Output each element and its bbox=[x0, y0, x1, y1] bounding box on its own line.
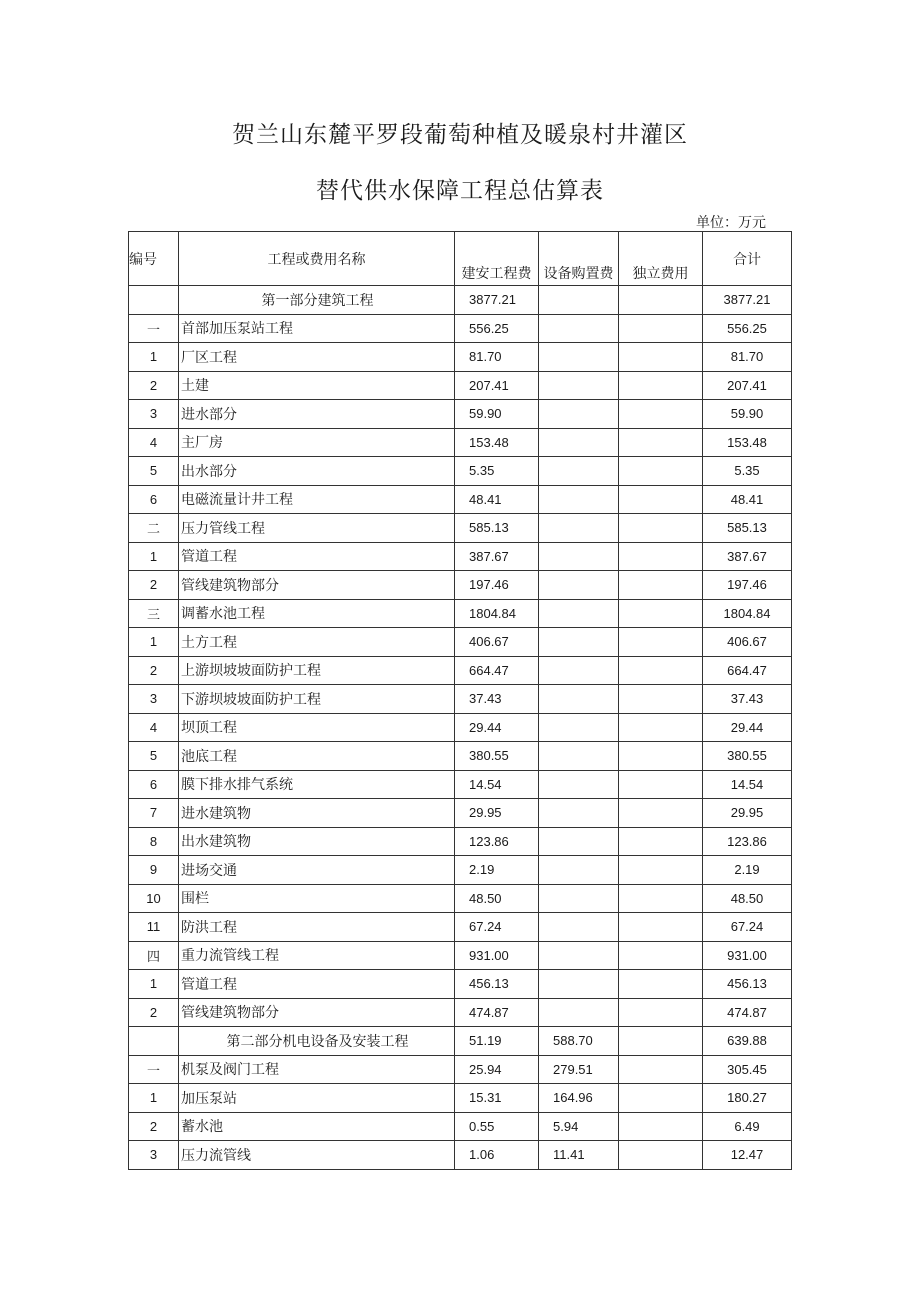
table-row bbox=[129, 542, 792, 571]
row-name: 第二部分机电设备及安装工程 bbox=[179, 1027, 455, 1056]
row-name: 管线建筑物部分 bbox=[179, 571, 455, 600]
row-total: 5.35 bbox=[703, 457, 792, 486]
row-number: 4 bbox=[129, 428, 179, 457]
row-number: 四 bbox=[129, 941, 179, 970]
row-total: 207.41 bbox=[703, 371, 792, 400]
row-number: 三 bbox=[129, 599, 179, 628]
row-equipment-cost bbox=[539, 314, 619, 343]
row-equipment-cost bbox=[539, 457, 619, 486]
row-equipment-cost bbox=[539, 542, 619, 571]
row-total: 48.41 bbox=[703, 485, 792, 514]
table-row bbox=[129, 514, 792, 543]
row-number: 一 bbox=[129, 1055, 179, 1084]
row-equipment-cost bbox=[539, 286, 619, 315]
row-equipment-cost bbox=[539, 371, 619, 400]
row-total: 639.88 bbox=[703, 1027, 792, 1056]
row-total: 664.47 bbox=[703, 656, 792, 685]
table-row bbox=[129, 1141, 792, 1170]
row-equipment-cost: 164.96 bbox=[539, 1084, 619, 1113]
table-row bbox=[129, 685, 792, 714]
table-row bbox=[129, 856, 792, 885]
row-independent-cost bbox=[619, 913, 703, 942]
row-construction-cost: 5.35 bbox=[455, 457, 539, 486]
table-row bbox=[129, 799, 792, 828]
row-number: 8 bbox=[129, 827, 179, 856]
row-construction-cost: 1.06 bbox=[455, 1141, 539, 1170]
row-equipment-cost bbox=[539, 514, 619, 543]
row-construction-cost: 14.54 bbox=[455, 770, 539, 799]
table-row bbox=[129, 1084, 792, 1113]
row-independent-cost bbox=[619, 827, 703, 856]
row-independent-cost bbox=[619, 314, 703, 343]
row-name: 第一部分建筑工程 bbox=[179, 286, 455, 315]
row-total: 931.00 bbox=[703, 941, 792, 970]
row-equipment-cost bbox=[539, 998, 619, 1027]
row-construction-cost: 123.86 bbox=[455, 827, 539, 856]
row-independent-cost bbox=[619, 770, 703, 799]
table-row bbox=[129, 913, 792, 942]
table-row bbox=[129, 599, 792, 628]
row-equipment-cost bbox=[539, 742, 619, 771]
header-construction: 建安工程费 bbox=[455, 232, 539, 286]
row-independent-cost bbox=[619, 970, 703, 999]
row-equipment-cost bbox=[539, 343, 619, 372]
row-name: 土方工程 bbox=[179, 628, 455, 657]
table-row bbox=[129, 827, 792, 856]
row-name: 加压泵站 bbox=[179, 1084, 455, 1113]
row-equipment-cost bbox=[539, 827, 619, 856]
row-total: 37.43 bbox=[703, 685, 792, 714]
row-total: 81.70 bbox=[703, 343, 792, 372]
header-independent: 独立费用 bbox=[619, 232, 703, 286]
row-independent-cost bbox=[619, 1112, 703, 1141]
row-independent-cost bbox=[619, 685, 703, 714]
row-independent-cost bbox=[619, 286, 703, 315]
row-total: 380.55 bbox=[703, 742, 792, 771]
row-total: 305.45 bbox=[703, 1055, 792, 1084]
row-number: 7 bbox=[129, 799, 179, 828]
row-number: 2 bbox=[129, 998, 179, 1027]
row-number: 3 bbox=[129, 685, 179, 714]
row-number: 2 bbox=[129, 371, 179, 400]
row-construction-cost: 380.55 bbox=[455, 742, 539, 771]
row-independent-cost bbox=[619, 428, 703, 457]
row-number: 3 bbox=[129, 1141, 179, 1170]
row-name: 下游坝坡坡面防护工程 bbox=[179, 685, 455, 714]
row-equipment-cost bbox=[539, 656, 619, 685]
row-number: 1 bbox=[129, 970, 179, 999]
row-total: 153.48 bbox=[703, 428, 792, 457]
table-row bbox=[129, 628, 792, 657]
section-row bbox=[129, 1027, 792, 1056]
row-independent-cost bbox=[619, 713, 703, 742]
section-row bbox=[129, 286, 792, 315]
row-equipment-cost bbox=[539, 913, 619, 942]
row-name: 防洪工程 bbox=[179, 913, 455, 942]
row-equipment-cost: 11.41 bbox=[539, 1141, 619, 1170]
row-total: 180.27 bbox=[703, 1084, 792, 1113]
row-construction-cost: 3877.21 bbox=[455, 286, 539, 315]
table-header-row bbox=[129, 232, 792, 286]
row-independent-cost bbox=[619, 400, 703, 429]
row-total: 197.46 bbox=[703, 571, 792, 600]
row-equipment-cost bbox=[539, 685, 619, 714]
unit-label: 单位：万元 bbox=[696, 215, 766, 231]
table-row bbox=[129, 457, 792, 486]
table-row bbox=[129, 742, 792, 771]
row-total: 6.49 bbox=[703, 1112, 792, 1141]
row-name: 首部加压泵站工程 bbox=[179, 314, 455, 343]
row-number: 11 bbox=[129, 913, 179, 942]
row-number: 6 bbox=[129, 485, 179, 514]
row-total: 3877.21 bbox=[703, 286, 792, 315]
row-construction-cost: 15.31 bbox=[455, 1084, 539, 1113]
row-number: 6 bbox=[129, 770, 179, 799]
table-row bbox=[129, 770, 792, 799]
row-number: 9 bbox=[129, 856, 179, 885]
row-construction-cost: 81.70 bbox=[455, 343, 539, 372]
row-number: 5 bbox=[129, 742, 179, 771]
row-equipment-cost bbox=[539, 400, 619, 429]
row-number: 一 bbox=[129, 314, 179, 343]
table-row bbox=[129, 713, 792, 742]
row-independent-cost bbox=[619, 941, 703, 970]
table-row bbox=[129, 571, 792, 600]
header-equipment: 设备购置费 bbox=[539, 232, 619, 286]
row-independent-cost bbox=[619, 1027, 703, 1056]
row-equipment-cost bbox=[539, 856, 619, 885]
row-total: 67.24 bbox=[703, 913, 792, 942]
row-construction-cost: 25.94 bbox=[455, 1055, 539, 1084]
header-name: 工程或费用名称 bbox=[179, 232, 455, 286]
row-construction-cost: 48.41 bbox=[455, 485, 539, 514]
row-number: 3 bbox=[129, 400, 179, 429]
row-name: 围栏 bbox=[179, 884, 455, 913]
row-name: 膜下排水排气系统 bbox=[179, 770, 455, 799]
row-name: 调蓄水池工程 bbox=[179, 599, 455, 628]
row-independent-cost bbox=[619, 599, 703, 628]
row-name: 土建 bbox=[179, 371, 455, 400]
row-name: 管道工程 bbox=[179, 970, 455, 999]
table-row bbox=[129, 485, 792, 514]
row-name: 蓄水池 bbox=[179, 1112, 455, 1141]
row-equipment-cost bbox=[539, 485, 619, 514]
table-row bbox=[129, 400, 792, 429]
row-independent-cost bbox=[619, 1055, 703, 1084]
row-equipment-cost bbox=[539, 770, 619, 799]
row-construction-cost: 585.13 bbox=[455, 514, 539, 543]
row-name: 进场交通 bbox=[179, 856, 455, 885]
row-number bbox=[129, 286, 179, 315]
row-total: 585.13 bbox=[703, 514, 792, 543]
row-construction-cost: 48.50 bbox=[455, 884, 539, 913]
row-construction-cost: 406.67 bbox=[455, 628, 539, 657]
row-equipment-cost bbox=[539, 571, 619, 600]
row-independent-cost bbox=[619, 856, 703, 885]
row-construction-cost: 664.47 bbox=[455, 656, 539, 685]
row-number: 1 bbox=[129, 542, 179, 571]
table-row bbox=[129, 343, 792, 372]
row-independent-cost bbox=[619, 742, 703, 771]
header-no: 编号 bbox=[129, 232, 179, 286]
row-independent-cost bbox=[619, 457, 703, 486]
row-number: 1 bbox=[129, 343, 179, 372]
row-name: 主厂房 bbox=[179, 428, 455, 457]
row-construction-cost: 37.43 bbox=[455, 685, 539, 714]
row-name: 池底工程 bbox=[179, 742, 455, 771]
table-row bbox=[129, 371, 792, 400]
row-construction-cost: 474.87 bbox=[455, 998, 539, 1027]
row-number: 2 bbox=[129, 656, 179, 685]
row-construction-cost: 387.67 bbox=[455, 542, 539, 571]
row-independent-cost bbox=[619, 343, 703, 372]
row-equipment-cost bbox=[539, 628, 619, 657]
row-total: 12.47 bbox=[703, 1141, 792, 1170]
row-equipment-cost: 5.94 bbox=[539, 1112, 619, 1141]
estimate-table bbox=[128, 231, 792, 1170]
row-total: 29.95 bbox=[703, 799, 792, 828]
row-total: 48.50 bbox=[703, 884, 792, 913]
row-equipment-cost bbox=[539, 599, 619, 628]
row-independent-cost bbox=[619, 884, 703, 913]
row-equipment-cost bbox=[539, 428, 619, 457]
row-independent-cost bbox=[619, 371, 703, 400]
row-construction-cost: 51.19 bbox=[455, 1027, 539, 1056]
row-number: 1 bbox=[129, 1084, 179, 1113]
row-construction-cost: 207.41 bbox=[455, 371, 539, 400]
row-construction-cost: 67.24 bbox=[455, 913, 539, 942]
row-name: 压力流管线 bbox=[179, 1141, 455, 1170]
table-row bbox=[129, 428, 792, 457]
table-row bbox=[129, 970, 792, 999]
row-independent-cost bbox=[619, 542, 703, 571]
row-name: 管道工程 bbox=[179, 542, 455, 571]
header-total: 合计 bbox=[703, 232, 792, 286]
row-number: 4 bbox=[129, 713, 179, 742]
row-total: 123.86 bbox=[703, 827, 792, 856]
row-construction-cost: 2.19 bbox=[455, 856, 539, 885]
row-equipment-cost: 588.70 bbox=[539, 1027, 619, 1056]
row-construction-cost: 29.95 bbox=[455, 799, 539, 828]
table-row bbox=[129, 941, 792, 970]
row-total: 1804.84 bbox=[703, 599, 792, 628]
row-construction-cost: 59.90 bbox=[455, 400, 539, 429]
row-name: 进水建筑物 bbox=[179, 799, 455, 828]
table-row bbox=[129, 884, 792, 913]
row-name: 压力管线工程 bbox=[179, 514, 455, 543]
row-construction-cost: 197.46 bbox=[455, 571, 539, 600]
row-equipment-cost bbox=[539, 970, 619, 999]
table-row bbox=[129, 314, 792, 343]
table-row bbox=[129, 1112, 792, 1141]
row-construction-cost: 29.44 bbox=[455, 713, 539, 742]
row-name: 电磁流量计井工程 bbox=[179, 485, 455, 514]
row-independent-cost bbox=[619, 514, 703, 543]
table-body bbox=[129, 286, 792, 1170]
row-total: 2.19 bbox=[703, 856, 792, 885]
row-total: 59.90 bbox=[703, 400, 792, 429]
row-total: 556.25 bbox=[703, 314, 792, 343]
row-equipment-cost bbox=[539, 799, 619, 828]
row-total: 14.54 bbox=[703, 770, 792, 799]
row-number: 5 bbox=[129, 457, 179, 486]
row-construction-cost: 153.48 bbox=[455, 428, 539, 457]
title-line-2: 替代供水保障工程总估算表 bbox=[316, 178, 604, 204]
row-construction-cost: 0.55 bbox=[455, 1112, 539, 1141]
table-row bbox=[129, 1055, 792, 1084]
row-name: 厂区工程 bbox=[179, 343, 455, 372]
row-independent-cost bbox=[619, 628, 703, 657]
row-construction-cost: 456.13 bbox=[455, 970, 539, 999]
table-row bbox=[129, 998, 792, 1027]
row-equipment-cost bbox=[539, 713, 619, 742]
row-name: 出水建筑物 bbox=[179, 827, 455, 856]
row-number: 二 bbox=[129, 514, 179, 543]
row-number bbox=[129, 1027, 179, 1056]
row-independent-cost bbox=[619, 656, 703, 685]
row-independent-cost bbox=[619, 1141, 703, 1170]
row-equipment-cost bbox=[539, 884, 619, 913]
row-total: 474.87 bbox=[703, 998, 792, 1027]
row-name: 机泵及阀门工程 bbox=[179, 1055, 455, 1084]
row-total: 29.44 bbox=[703, 713, 792, 742]
row-independent-cost bbox=[619, 485, 703, 514]
row-number: 2 bbox=[129, 1112, 179, 1141]
row-total: 387.67 bbox=[703, 542, 792, 571]
row-equipment-cost bbox=[539, 941, 619, 970]
table-row bbox=[129, 656, 792, 685]
row-name: 上游坝坡坡面防护工程 bbox=[179, 656, 455, 685]
row-construction-cost: 1804.84 bbox=[455, 599, 539, 628]
row-independent-cost bbox=[619, 1084, 703, 1113]
row-number: 2 bbox=[129, 571, 179, 600]
row-name: 出水部分 bbox=[179, 457, 455, 486]
row-name: 管线建筑物部分 bbox=[179, 998, 455, 1027]
row-name: 坝顶工程 bbox=[179, 713, 455, 742]
row-construction-cost: 931.00 bbox=[455, 941, 539, 970]
row-total: 456.13 bbox=[703, 970, 792, 999]
row-construction-cost: 556.25 bbox=[455, 314, 539, 343]
row-independent-cost bbox=[619, 799, 703, 828]
row-equipment-cost: 279.51 bbox=[539, 1055, 619, 1084]
row-independent-cost bbox=[619, 998, 703, 1027]
title-line-1: 贺兰山东麓平罗段葡萄种植及暖泉村井灌区 bbox=[232, 122, 688, 148]
row-number: 1 bbox=[129, 628, 179, 657]
row-total: 406.67 bbox=[703, 628, 792, 657]
row-independent-cost bbox=[619, 571, 703, 600]
row-number: 10 bbox=[129, 884, 179, 913]
row-name: 进水部分 bbox=[179, 400, 455, 429]
row-name: 重力流管线工程 bbox=[179, 941, 455, 970]
